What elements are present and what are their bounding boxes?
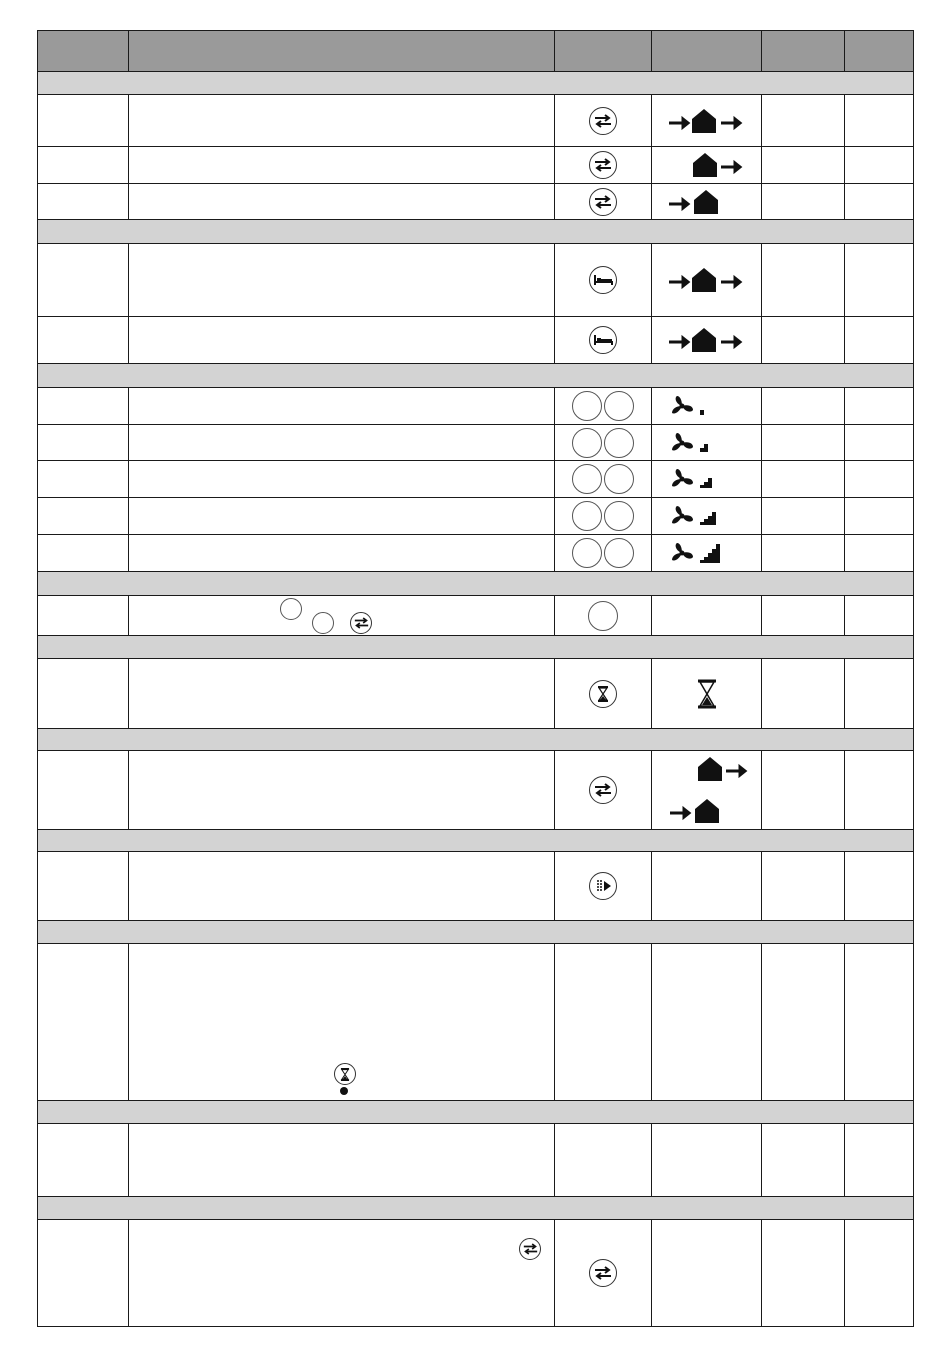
bed-icon — [589, 326, 617, 354]
arrow-house-icon — [667, 188, 723, 216]
blank-button-icon — [572, 464, 602, 494]
table-row — [37, 388, 914, 425]
arrow-house-arrow-icon — [667, 266, 747, 294]
mode-switch-icon — [589, 188, 617, 216]
mode-switch-icon — [589, 1259, 617, 1287]
hourglass-icon — [334, 1063, 356, 1085]
hourglass-icon — [589, 680, 617, 708]
mode-switch-icon — [519, 1238, 541, 1260]
section-row — [37, 572, 914, 596]
mode-switch-icon — [589, 151, 617, 179]
table-row — [37, 751, 914, 830]
table-row — [37, 944, 914, 1101]
section-row — [37, 220, 914, 244]
button-pair — [572, 391, 634, 421]
blank-button-icon — [588, 601, 618, 631]
mode-switch-icon — [589, 107, 617, 135]
table-row — [37, 461, 914, 498]
section-row — [37, 729, 914, 751]
blank-button-icon — [604, 464, 634, 494]
table-row — [37, 244, 914, 317]
house-arrow-icon — [696, 755, 752, 783]
table-header — [37, 30, 914, 72]
header-cell — [652, 31, 762, 71]
blank-button-icon — [604, 538, 634, 568]
blank-button-icon — [604, 501, 634, 531]
table-row — [37, 317, 914, 364]
section-row — [37, 830, 914, 852]
section-row — [37, 364, 914, 388]
section-row — [37, 636, 914, 659]
header-cell — [129, 31, 555, 71]
dot-icon — [340, 1087, 348, 1095]
blank-button-icon — [572, 538, 602, 568]
table-row — [37, 95, 914, 147]
arrow-house-arrow-icon — [667, 107, 747, 135]
section-row — [37, 1197, 914, 1220]
fan-speed-1-icon — [671, 394, 715, 418]
header-cell — [555, 31, 652, 71]
blank-button-icon — [604, 428, 634, 458]
blank-button-icon — [280, 598, 302, 620]
button-pair — [572, 538, 634, 568]
dotted-arrow-icon — [589, 872, 617, 900]
table-row — [37, 498, 914, 535]
blank-button-icon — [604, 391, 634, 421]
table-row — [37, 1124, 914, 1197]
mode-switch-icon — [350, 612, 372, 634]
table-row — [37, 596, 914, 636]
section-row — [37, 921, 914, 944]
button-pair — [572, 501, 634, 531]
arrow-house-icon — [668, 797, 724, 825]
table-row — [37, 852, 914, 921]
button-pair — [572, 464, 634, 494]
blank-button-icon — [312, 612, 334, 634]
blank-button-icon — [572, 428, 602, 458]
arrow-house-arrow-icon — [667, 326, 747, 354]
table-row — [37, 1220, 914, 1327]
table-row — [37, 147, 914, 184]
hourglass-icon — [697, 679, 717, 709]
header-cell — [37, 31, 129, 71]
button-pair — [572, 428, 634, 458]
header-cell — [762, 31, 845, 71]
blank-button-icon — [572, 391, 602, 421]
fan-speed-3-icon — [671, 467, 721, 491]
table-row — [37, 425, 914, 461]
bed-icon — [589, 266, 617, 294]
table-row — [37, 535, 914, 572]
fan-speed-2-icon — [671, 431, 715, 455]
settings-table — [37, 30, 914, 1327]
house-arrow-icon — [691, 151, 747, 179]
table-row — [37, 184, 914, 220]
section-row — [37, 72, 914, 95]
fan-speed-4-icon — [671, 504, 727, 528]
mode-switch-icon — [589, 776, 617, 804]
table-row — [37, 659, 914, 729]
header-cell — [845, 31, 914, 71]
fan-speed-5-icon — [671, 540, 733, 566]
section-row — [37, 1101, 914, 1124]
blank-button-icon — [572, 501, 602, 531]
